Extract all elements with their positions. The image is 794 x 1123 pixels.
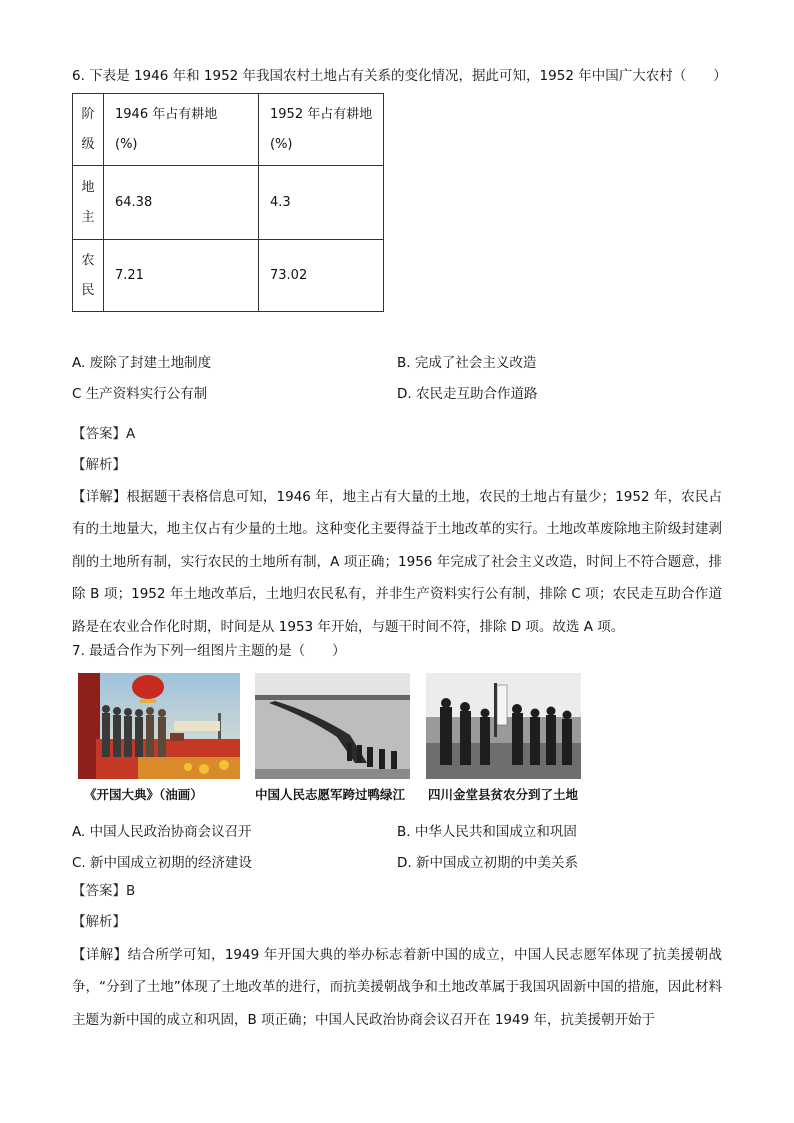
cell-landlord-1946: 64.38 xyxy=(104,166,259,240)
q7-option-b: B. 中华人民共和国成立和巩固 xyxy=(397,824,577,840)
q6-stem: 6. 下表是 1946 年和 1952 年我国农村土地占有关系的变化情况，据此可知，1952 年中国广大农村（ ） xyxy=(72,68,727,84)
header-1946: 1946 年占有耕地 (%) xyxy=(104,94,259,166)
row-stub-landlord: 地 主 xyxy=(73,166,104,240)
q6-analysis-label: 【解析】 xyxy=(72,457,126,473)
q6-option-c: C 生产资料实行公有制 xyxy=(72,386,208,402)
peasants-receive-land-photo xyxy=(426,673,581,779)
cell-landlord-1952: 4.3 xyxy=(259,166,384,240)
q7-analysis-label: 【解析】 xyxy=(72,914,126,930)
q6-option-b: B. 完成了社会主义改造 xyxy=(397,355,537,371)
header-stub: 阶 级 xyxy=(73,94,104,166)
caption-founding-ceremony: 《开国大典》（油画） xyxy=(84,787,203,802)
volunteer-army-crossing-photo xyxy=(255,673,410,779)
q6-answer: 【答案】A xyxy=(72,426,136,442)
q7-detail: 【详解】结合所学可知，1949 年开国大典的举办标志着新中国的成立，中国人民志愿军体现了抗美援朝战争，“分到了土地”体现了土地改革的进行，而抗美援朝战争和土地改革属于我国巩固新中国的措施，因此材料主题为新中国的成立和巩固，B 项正确；中国人民政治协商会议召开在 1949 年，抗美援朝开始于 xyxy=(72,947,722,1028)
cell-peasant-1946: 7.21 xyxy=(104,240,259,312)
q6-detail: 【详解】根据题干表格信息可知，1946 年，地主占有大量的土地，农民的土地占有量少；1952 年，农民占有的土地量大，地主仅占有少量的土地。这种变化主要得益于土地改革的实行。土地改革废除地主阶级封建剥削的土地所有制，实行农民的土地所有制，A 项正确；1956 年完成了社会主义改造，时间上不符合题意，排除 B 项；1952 年土地改革后，土地归农民私有，并非生产资料实行公有制，排除 C 项；农民走互助合作道路是在农业合作化时期，时间是从 1953 年开始，与题干时间不符，排除 D 项。故选 A 项。 xyxy=(72,489,722,635)
q7-stem: 7. 最适合作为下列一组图片主题的是（ ） xyxy=(72,643,346,659)
q7-option-d: D. 新中国成立初期的中美关系 xyxy=(397,855,578,871)
q7-option-a: A. 中国人民政治协商会议召开 xyxy=(72,824,252,840)
q6-option-d: D. 农民走互助合作道路 xyxy=(397,386,538,402)
q7-option-c: C. 新中国成立初期的经济建设 xyxy=(72,855,253,871)
q7-answer: 【答案】B xyxy=(72,883,136,899)
row-stub-peasant: 农 民 xyxy=(73,240,104,312)
cell-peasant-1952: 73.02 xyxy=(259,240,384,312)
table-row xyxy=(73,166,384,240)
caption-volunteer-army: 中国人民志愿军跨过鸭绿江 xyxy=(255,787,406,802)
land-table xyxy=(72,93,384,312)
caption-peasants-land: 四川金堂县贫农分到了土地 xyxy=(428,787,579,802)
table-row xyxy=(73,240,384,312)
founding-ceremony-painting xyxy=(78,673,240,779)
q6-option-a: A. 废除了封建土地制度 xyxy=(72,355,212,371)
header-1952: 1952 年占有耕地 (%) xyxy=(259,94,384,166)
